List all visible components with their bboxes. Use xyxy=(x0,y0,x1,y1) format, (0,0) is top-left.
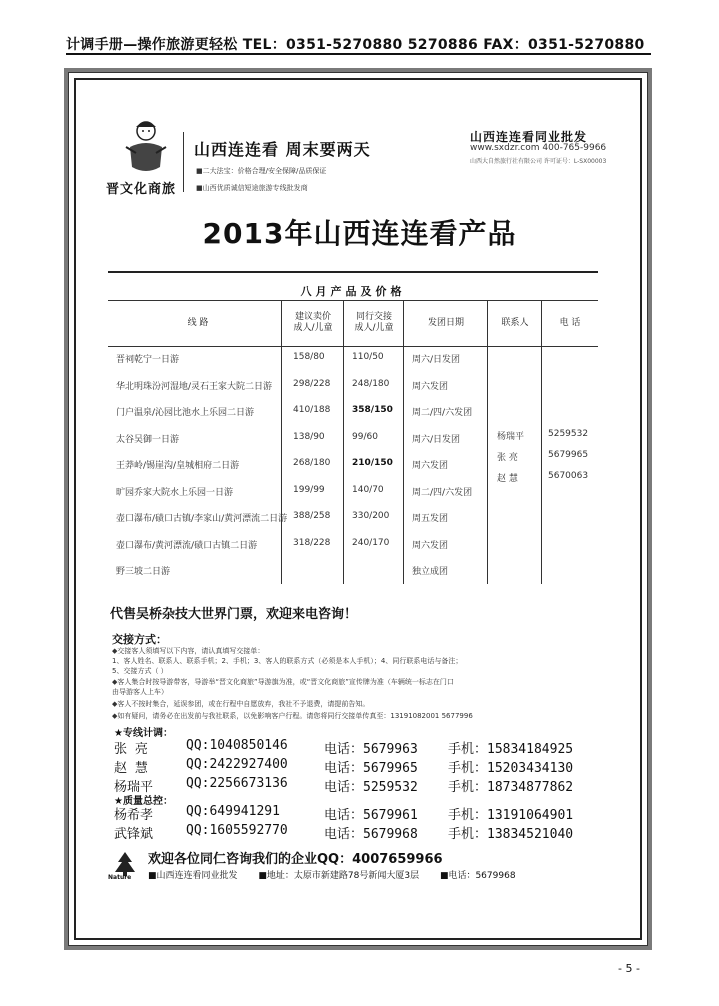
contact-mobile: 手机：18734877862 xyxy=(448,780,574,795)
cell-peer: 248/180 xyxy=(352,379,390,389)
contact-name: 杨希孝 xyxy=(114,808,154,823)
hotline-title: ★专线计调： xyxy=(114,728,173,739)
header-suggested-price: 建议卖价 成人/儿童 xyxy=(293,312,333,333)
table-col-rule xyxy=(541,300,542,584)
transfer-line: 5、交接方式（ ） xyxy=(112,667,168,675)
contact-qq: QQ:649941291 xyxy=(186,804,280,819)
contact-phone: 电话：5259532 xyxy=(324,780,418,795)
table-rule xyxy=(108,300,598,301)
transfer-line: ◆客人不按时集合，延误参团，或在行程中自愿放弃，我社不予退费，请提前告知。 xyxy=(112,700,370,708)
contact-mobile: 手机：15834184925 xyxy=(448,742,574,757)
contact-phone: 电话：5679965 xyxy=(324,761,418,776)
contact-phone: 5679965 xyxy=(548,450,589,460)
cell-route: 野三坡二日游 xyxy=(116,567,171,577)
cell-peer: 140/70 xyxy=(352,485,384,495)
cell-suggested: 268/180 xyxy=(293,458,331,468)
quality-title: ★质量总控： xyxy=(114,796,173,807)
cell-route: 门户温泉/沁园比池水上乐园二日游 xyxy=(116,408,255,418)
cell-suggested: 318/228 xyxy=(293,538,331,548)
cell-schedule: 周二/四/六发团 xyxy=(412,408,473,418)
header-peer-price: 同行交接 成人/儿童 xyxy=(354,312,394,333)
transfer-line: ◆如有疑问，请务必在出发前与我社联系，以免影响客户行程。请您将同行交接单传真至：13191082001 5677996 xyxy=(112,712,473,720)
main-title: 2013年山西连连看产品 xyxy=(202,217,517,250)
transfer-line: ◆交接客人须填写以下内容，请认真填写交接单： xyxy=(112,647,265,655)
cell-peer: 240/170 xyxy=(352,538,390,548)
contact-phone: 5259532 xyxy=(548,429,589,439)
contact-name: 张 亮 xyxy=(114,742,148,757)
header-rule xyxy=(66,53,651,55)
cell-route: 华北明珠汾河湿地/灵石王家大院二日游 xyxy=(116,382,273,392)
cell-suggested: 298/228 xyxy=(293,379,331,389)
cell-schedule: 周六发团 xyxy=(412,541,449,551)
header-schedule: 发团日期 xyxy=(427,318,464,328)
cell-schedule: 周六/日发团 xyxy=(412,355,461,365)
table-col-rule xyxy=(281,300,282,584)
cell-route: 太谷吴御一日游 xyxy=(116,435,180,445)
transfer-line: 1、客人姓名、联系人、联系手机；2、手机；3、客人的联系方式（必须是本人手机）；4、同行联系电话与备注； xyxy=(112,657,463,665)
contact-phone: 电话：5679963 xyxy=(324,742,418,757)
cell-schedule: 周六发团 xyxy=(412,461,449,471)
cell-suggested: 138/90 xyxy=(293,432,325,442)
cell-schedule: 周六发团 xyxy=(412,382,449,392)
contact-phone: 5670063 xyxy=(548,471,589,481)
contact-name: 武锋斌 xyxy=(114,827,154,842)
cell-schedule: 周六/日发团 xyxy=(412,435,461,445)
cell-suggested: 388/258 xyxy=(293,511,331,521)
cell-route: 晋祠乾宁一日游 xyxy=(116,355,180,365)
page-header: 计调手册—操作旅游更轻松 TEL：0351-5270880 5270886 FAX：0351-5270880 xyxy=(66,37,645,53)
promo-text: 代售吴桥杂技大世界门票，欢迎来电咨询！ xyxy=(110,607,358,622)
contact-qq: QQ:2256673136 xyxy=(186,776,288,791)
contact-qq: QQ:1040850146 xyxy=(186,738,288,753)
cell-route: 王莽岭/锡崖沟/皇城相府二日游 xyxy=(116,461,240,471)
brand-bullet-1: ■二大法宝：价格合理/安全保障/品质保证 xyxy=(196,167,327,175)
brand-slogan: 山西连连看 周末要两天 xyxy=(194,140,371,159)
contact-qq: QQ:2422927400 xyxy=(186,757,288,772)
contact-mobile: 手机：15203434130 xyxy=(448,761,574,776)
page-number: - 5 - xyxy=(618,962,640,975)
contact-name: 张 亮 xyxy=(497,453,518,463)
contact-name: 赵 慧 xyxy=(114,761,148,776)
cell-route: 壶口瀑布/黄河漂流/碛口古镇二日游 xyxy=(116,541,258,551)
nature-logo-text: Nature xyxy=(108,874,132,881)
footer-address: ■地址：太原市新建路78号新闻大厦3层 xyxy=(258,871,420,881)
cell-peer: 110/50 xyxy=(352,352,384,362)
header-contact: 联系人 xyxy=(501,318,529,328)
header-route: 线 路 xyxy=(187,318,209,328)
contact-name: 赵 慧 xyxy=(497,474,518,484)
brand-divider xyxy=(183,132,184,192)
brand-logo-text: 晋文化商旅 xyxy=(106,182,177,197)
cell-suggested: 158/80 xyxy=(293,352,325,362)
footer-welcome: 欢迎各位同仁咨询我们的企业QQ：4007659966 xyxy=(148,852,443,867)
contact-phone: 电话：5679961 xyxy=(324,808,418,823)
cell-suggested: 410/188 xyxy=(293,405,331,415)
cell-schedule: 周二/四/六发团 xyxy=(412,488,473,498)
footer-phone: ■电话：5679968 xyxy=(439,871,516,881)
transfer-title: 交接方式： xyxy=(112,633,167,646)
table-col-rule xyxy=(487,300,488,584)
contact-name: 杨瑞平 xyxy=(497,432,525,442)
cell-peer: 358/150 xyxy=(352,405,393,415)
contact-qq: QQ:1605592770 xyxy=(186,823,288,838)
company-license: 山西大自然旅行社有限公司 许可证号：L-SX00003 xyxy=(470,158,607,165)
footer-company: ■山西连连看同业批发 xyxy=(148,871,238,881)
brand-bullet-2: ■山西优质诚信短途旅游专线批发商 xyxy=(196,184,308,192)
transfer-line: 由导游客人上车） xyxy=(112,688,168,696)
cell-schedule: 周五发团 xyxy=(412,514,449,524)
table-col-rule xyxy=(343,300,344,584)
table-rule xyxy=(108,346,598,347)
cell-suggested: 199/99 xyxy=(293,485,325,495)
mascot-logo-icon xyxy=(120,117,172,177)
contact-mobile: 手机：13191064901 xyxy=(448,808,574,823)
transfer-line: ◆客人集合时按导游带客，导游举“晋文化商旅”导游旗为准，或“晋文化商旅”宣传牌为准（车辆统一标志在门口 xyxy=(112,678,454,686)
cell-peer: 330/200 xyxy=(352,511,390,521)
contact-name: 杨瑞平 xyxy=(114,780,154,795)
company-name: 山西连连看同业批发 xyxy=(470,130,588,144)
table-col-rule xyxy=(403,300,404,584)
header-phone: 电 话 xyxy=(559,318,581,328)
contact-mobile: 手机：13834521040 xyxy=(448,827,574,842)
cell-schedule: 独立成团 xyxy=(412,567,449,577)
cell-route: 旷园乔家大院水上乐园一日游 xyxy=(116,488,234,498)
cell-route: 壶口瀑布/碛口古镇/李家山/黄河漂流二日游 xyxy=(116,514,288,524)
company-website: www.sxdzr.com 400-765-9966 xyxy=(470,143,607,153)
cell-peer: 99/60 xyxy=(352,432,378,442)
contact-phone: 电话：5679968 xyxy=(324,827,418,842)
cell-peer: 210/150 xyxy=(352,458,393,468)
table-section-title: 八月产品及价格 xyxy=(300,285,406,298)
footer-bar xyxy=(148,868,638,881)
